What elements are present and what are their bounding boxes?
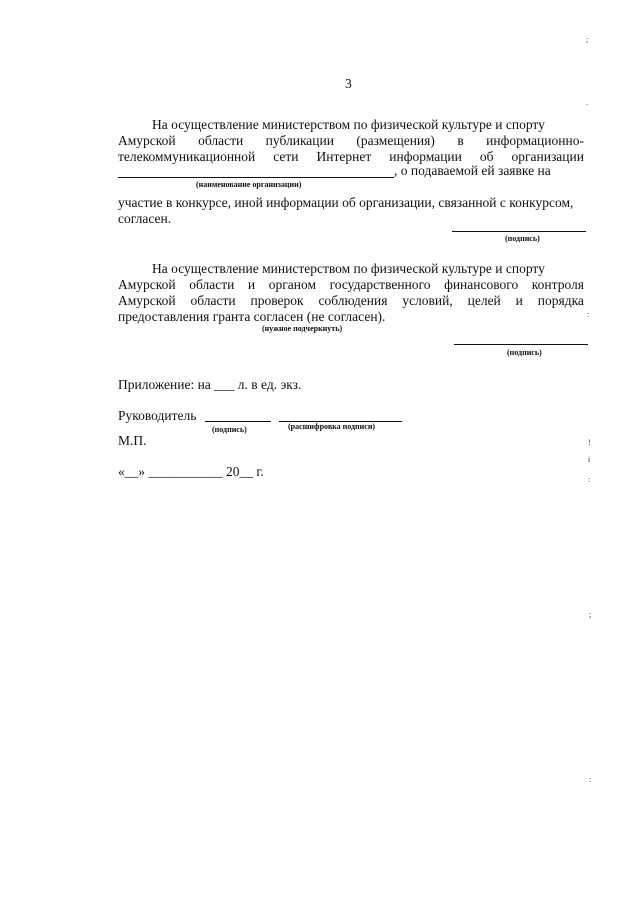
signature-line-2[interactable] xyxy=(454,344,588,345)
para1-line1: На осуществление министерством по физической культуре и спорту xyxy=(152,117,545,132)
scan-artifact: ! xyxy=(588,438,591,447)
para1-line2 xyxy=(118,133,584,149)
word: порядка xyxy=(537,293,584,308)
word: и xyxy=(515,293,523,308)
para1-line6: согласен. xyxy=(118,211,172,226)
word: органом xyxy=(268,277,316,292)
underline-hint-caption: (нужное подчеркнуть) xyxy=(262,324,343,333)
word: в xyxy=(457,133,464,148)
head-decode-caption: (расшифровка подписи) xyxy=(288,422,376,431)
word: и xyxy=(247,277,256,292)
para2-line1: На осуществление министерством по физической культуре и спорту xyxy=(152,261,545,276)
word: информационно- xyxy=(486,133,584,148)
word: финансового xyxy=(444,277,519,292)
word: информации xyxy=(389,149,462,164)
word: целей xyxy=(467,293,501,308)
word: (размещения) xyxy=(356,133,435,148)
scan-artifact: : xyxy=(587,310,590,319)
word: телекоммуникационной xyxy=(118,149,256,164)
word: Амурской xyxy=(118,133,176,148)
org-name-caption: (наименование организации) xyxy=(196,180,302,189)
scan-artifact: : xyxy=(589,775,592,784)
word: государственного xyxy=(329,277,431,292)
word: сети xyxy=(273,149,299,164)
para1-line4-tail: , о подаваемой ей заявке на xyxy=(394,163,551,178)
head-sign-caption: (подпись) xyxy=(212,425,247,434)
head-signature-line[interactable] xyxy=(205,421,271,422)
stamp-label: М.П. xyxy=(118,433,147,448)
scan-artifact: . xyxy=(586,98,588,107)
scan-artifact: ; xyxy=(586,35,589,44)
scan-artifact: i xyxy=(588,455,591,464)
signature-caption-2: (подпись) xyxy=(507,348,542,357)
para2-line4: предоставления гранта согласен (не согласен). xyxy=(118,309,386,324)
date-line: «__» ___________ 20__ г. xyxy=(118,464,264,479)
word: условий, xyxy=(402,293,453,308)
word: Амурской xyxy=(118,277,176,292)
word: организации xyxy=(511,149,584,164)
word: области xyxy=(189,277,235,292)
attachment-line: Приложение: на ___ л. в ед. экз. xyxy=(118,377,302,392)
word: Интернет xyxy=(316,149,372,164)
signature-caption-1: (подпись) xyxy=(505,234,540,243)
page-number: 3 xyxy=(345,76,352,91)
org-name-blank-line[interactable] xyxy=(118,177,394,178)
para2-line3 xyxy=(118,293,584,309)
head-label: Руководитель xyxy=(118,408,197,423)
word: области xyxy=(198,133,244,148)
word: контроля xyxy=(531,277,584,292)
word: об xyxy=(479,149,494,164)
word: Амурской xyxy=(118,293,176,308)
word: области xyxy=(190,293,236,308)
scan-artifact: ; xyxy=(589,610,592,619)
word: публикации xyxy=(265,133,334,148)
para2-line2 xyxy=(118,277,584,293)
word: соблюдения xyxy=(318,293,388,308)
scan-artifact: : xyxy=(588,475,591,484)
signature-line-1[interactable] xyxy=(452,231,586,232)
word: проверок xyxy=(250,293,304,308)
para1-line5: участие в конкурсе, иной информации об организации, связанной с конкурсом, xyxy=(118,195,574,210)
